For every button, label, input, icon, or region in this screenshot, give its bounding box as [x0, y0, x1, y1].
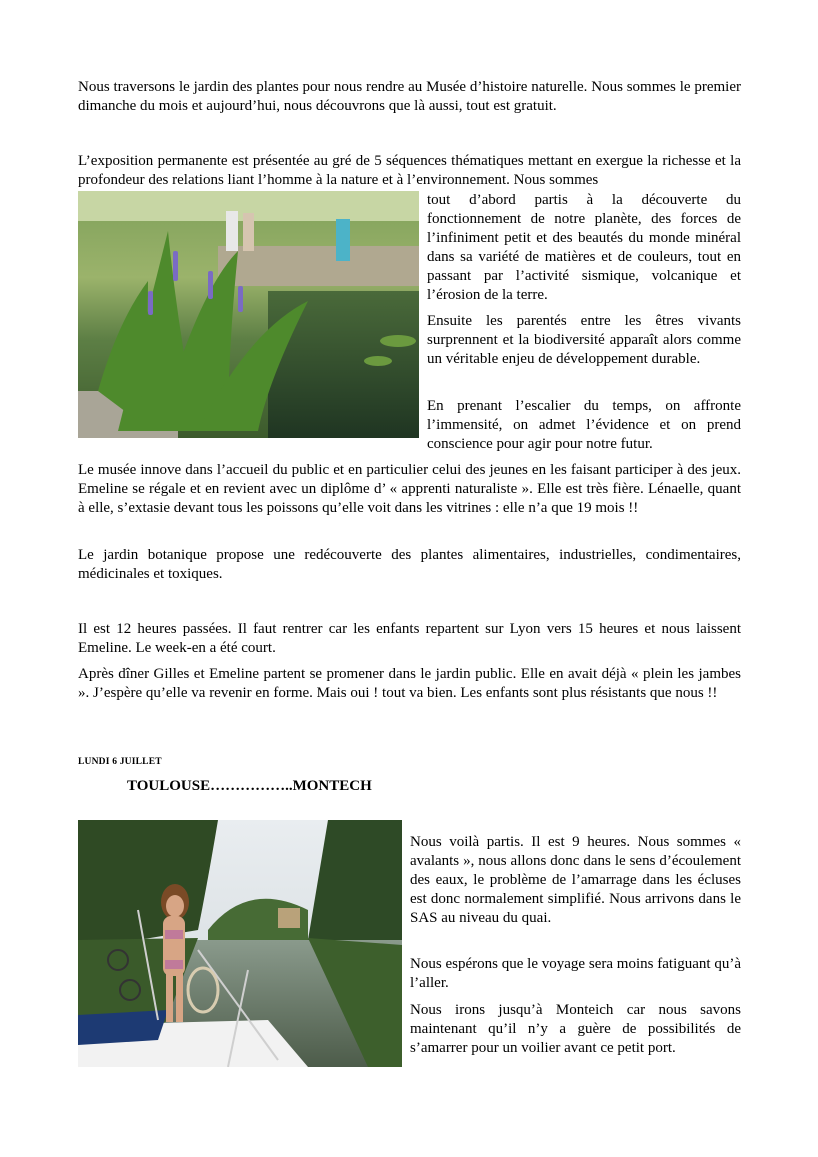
paragraph-staircase-of-time: En prenant l’escalier du temps, on affronte l’immensité, on admet l’évidence et on prend conscience pour agir pour notre futur.: [427, 398, 741, 452]
paragraph-departure: Nous voilà partis. Il est 9 heures. Nous sommes « avalants », nous allons donc dans le sens d’écoulement des eaux, le problème de l’amarrage dans les écluses est donc normalement simplifié. Nous arrivons dans le SAS au niveau du quai.: [410, 834, 741, 926]
paragraph-biodiversity: Ensuite les parentés entre les êtres vivants surprennent et la biodiversité apparaît alors comme un véritable enjeu de développement durable.: [427, 313, 741, 367]
paragraph-hope-easier-trip: Nous espérons que le voyage sera moins fatiguant qu’à l’aller.: [410, 956, 741, 991]
paragraph-museum-games: Le musée innove dans l’accueil du public et en particulier celui des jeunes en les faisant participer à des jeux. Emeline se régale et en revient avec un diplôme d’ « apprenti naturaliste ». Elle est très fière. Lénaelle, quant à elle, s’extasie devant tous les poissons qu’elle voit dans les vitrines : elle n’a que 19 mois !!: [78, 462, 741, 516]
paragraph-exhibition: L’exposition permanente est présentée au gré de 5 séquences thématiques mettant en exergue la richesse et la profondeur des relations liant l’homme à la nature et à l’environnement. Nous sommes: [78, 153, 741, 188]
garden-pond-photo: [78, 191, 419, 438]
route-heading: TOULOUSE……………..MONTECH: [127, 778, 372, 794]
paragraph-monteich: Nous irons jusqu’à Monteich car nous savons maintenant qu’il n’y a guère de possibilités de s’amarrer pour un voilier avant ce petit port.: [410, 1002, 741, 1056]
canal-boat-photo: [78, 820, 402, 1067]
paragraph-planet-discovery: tout d’abord partis à la découverte du fonctionnement de notre planète, des forces de l’infiniment petit et des beautés du monde minéral dans sa variété de matières et de couleurs, tout en passant par l’activité sismique, volcanique et l’érosion de la terre.: [427, 192, 741, 303]
paragraph-noon-departure: Il est 12 heures passées. Il faut rentrer car les enfants repartent sur Lyon vers 15 heures et nous laissent Emeline. Le week-en a été court.: [78, 621, 741, 656]
paragraph-botanical-garden: Le jardin botanique propose une redécouverte des plantes alimentaires, industrielles, condimentaires, médicinales et toxiques.: [78, 547, 741, 582]
paragraph-evening-walk: Après dîner Gilles et Emeline partent se promener dans le jardin public. Elle en avait déjà « plein les jambes ». J’espère qu’elle va revenir en forme. Mais oui ! tout va bien. Les enfants sont plus résistants que nous !!: [78, 666, 741, 701]
paragraph-garden-intro: Nous traversons le jardin des plantes pour nous rendre au Musée d’histoire naturelle. Nous sommes le premier dimanche du mois et aujourd’hui, nous découvrons que là aussi, tout est gratuit.: [78, 79, 741, 114]
date-heading: LUNDI 6 JUILLET: [78, 757, 162, 767]
